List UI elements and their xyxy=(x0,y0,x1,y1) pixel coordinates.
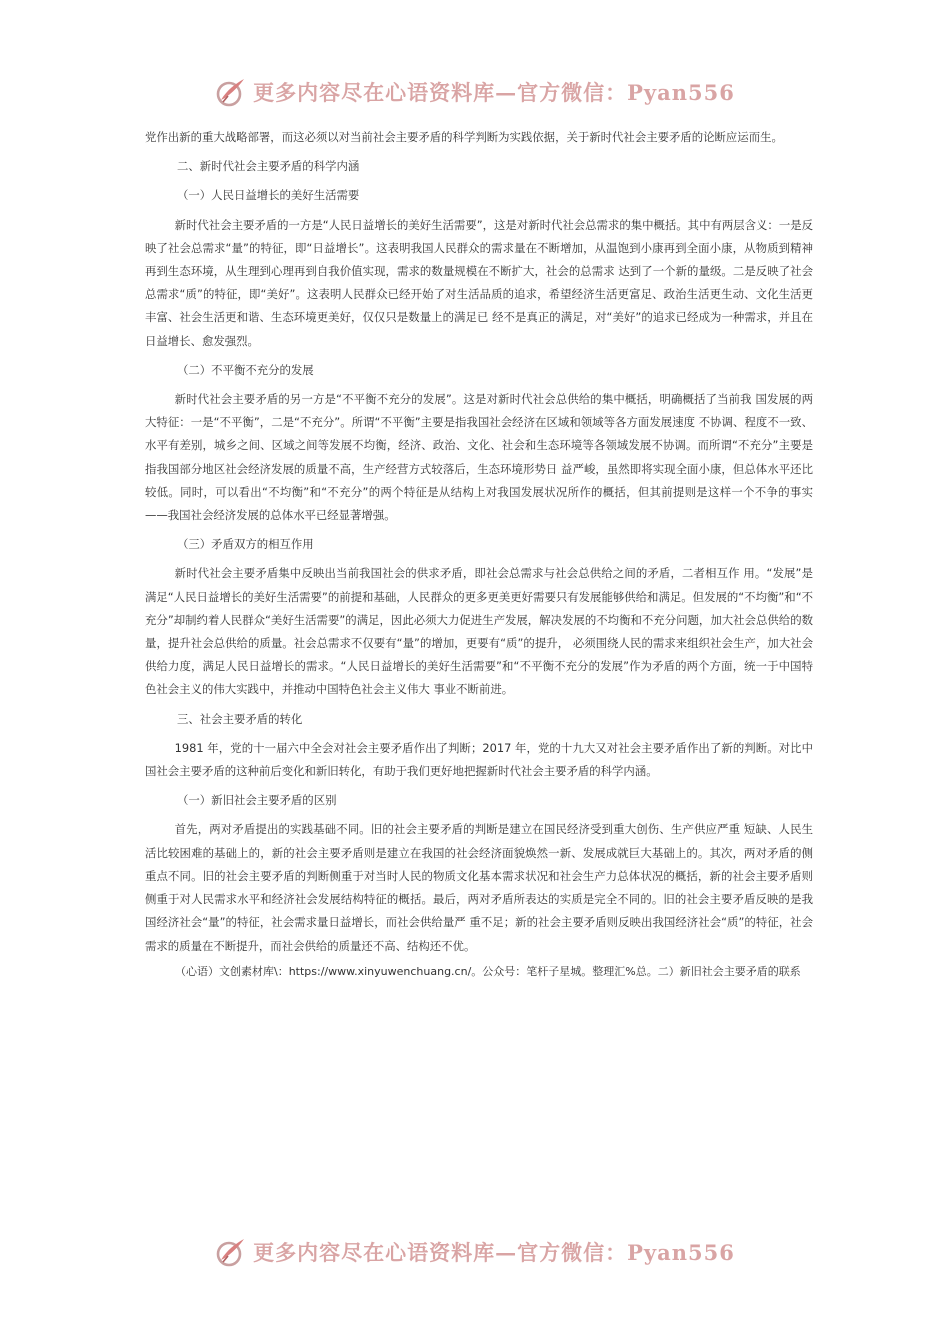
subheading-2-1: （一）人民日益增长的美好生活需要 xyxy=(177,188,360,203)
footer-banner-text: 更多内容尽在心语资料库—官方微信：Pyan556 xyxy=(253,1240,735,1265)
paragraph-2-1: 新时代社会主要矛盾的一方是“人民日益增长的美好生活需要”，这是对新时代社会总需求的集中概括。其中有两层含义：一是反映了社会总需求“量”的特征，即“日益增长”。这表明我国人民群众的需求量在不断增加，从温饱到小康再到全面小康，从物质到精神再到生态环境，从生理到心理再到自我价值实现，需求的数量规模在不断扩大，社会的总需求 达到了一个新的量级。二是反映了社会总需求“质”的特征，即“美好”。这表明人民群众已经开始了对生活品质的追求，希望经济生活更富足、政治生活更生动、文化生活更丰富、社会生活更和谐、生态环境更美好，仅仅只是数量上的满足已 经不是真正的满足，对“美好”的追求已经成为一种需求，并且在日益增长、愈发强烈。 xyxy=(145,217,813,348)
document-body xyxy=(145,126,813,979)
paragraph-3: 1981 年，党的十一届六中全会对社会主要矛盾作出了判断；2017 年，党的十九大又对社会主要矛盾作出了新的判断。对比中国社会主要矛盾的这种前后变化和新旧转化，有助于我们更好地把握新时代社会主要矛盾的科学内涵。 xyxy=(145,740,813,779)
subheading-3-1: （一）新旧社会主要矛盾的区别 xyxy=(177,793,337,808)
paragraph-3-1: 首先，两对矛盾提出的实践基础不同。旧的社会主要矛盾的判断是建立在国民经济受到重大创伤、生产供应严重 短缺、人民生活比较困难的基础上的，新的社会主要矛盾则是建立在我国的社会经济面貌焕然一新、发展成就巨大基础上的。其次，两对矛盾的侧重点不同。旧的社会主要矛盾的判断侧重于对当时人民的物质文化基本需求状况和社会生产力总体状况的概括，新的社会主要矛盾则侧重于对人民需求水平和经济社会发展结构特征的概括。最后，两对矛盾所表达的实质是完全不同的。旧的社会主要矛盾反映的是我国经济社会“量”的特征，社会需求量日益增长，而社会供给量严 重不足；新的社会主要矛盾则反映出我国经济社会“质”的特征，社会需求的质量在不断提升，而社会供给的质量还不高、结构还不优。 xyxy=(145,822,813,953)
header-banner-text: 更多内容尽在心语资料库—官方微信：Pyan556 xyxy=(253,80,735,105)
header-banner xyxy=(0,72,950,112)
quill-logo-icon xyxy=(215,76,247,108)
subheading-2-2: （二）不平衡不充分的发展 xyxy=(177,362,314,377)
paragraph-2-2: 新时代社会主要矛盾的另一方是“不平衡不充分的发展”。这是对新时代社会总供给的集中概括，明确概括了当前我 国发展的两大特征：一是“不平衡”，二是“不充分”。所谓“不平衡”主要是指我国社会经济在区域和领域等各方面发展速度 不协调、程度不一致、水平有差别，城乡之间、区域之间等发展不均衡，经济、政治、文化、社会和生态环境等各领域发展不协调。而所谓“不充分”主要是指我国部分地区社会经济发展的质量不高，生产经营方式较落后，生态环境形势日 益严峻，虽然即将实现全面小康，但总体水平还比较低。同时，可以看出“不均衡”和“不充分”的两个特征是从结构上对我国发展状况所作的概括，但其前提则是这样一个不争的事实——我国社会经济发展的总体水平已经显著增强。 xyxy=(145,392,813,523)
quill-logo-icon xyxy=(215,1236,247,1268)
subheading-2-3: （三）矛盾双方的相互作用 xyxy=(177,537,314,552)
paragraph-2-3: 新时代社会主要矛盾集中反映出当前我国社会的供求矛盾，即社会总需求与社会总供给之间的矛盾，二者相互作 用。“发展”是满足“人民日益增长的美好生活需要”的前提和基础，人民群众的更多更美更好需要只有发展能够供给和满足。但发展的“不均衡”和“不充分”却制约着人民群众“美好生活需要”的满足，因此必须大力促进生产发展，解决发展的不均衡和不充分问题，加大社会总供给的数量，提升社会总供给的质量。社会总需求不仅要有“量”的增加，更要有“质”的提升， 必须围绕人民的需求来组织社会生产，加大社会供给力度，满足人民日益增长的需求。“人民日益增长的美好生活需要”和“不平衡不充分的发展”作为矛盾的两个方面，统一于中国特色社会主义的伟大实践中，并推动中国特色社会主义伟大 事业不断前进。 xyxy=(145,566,813,697)
section-heading-3: 三、社会主要矛盾的转化 xyxy=(177,711,303,726)
paragraph-intro: 党作出新的重大战略部署，而这必须以对当前社会主要矛盾的科学判断为实践依据，关于新时代社会主要矛盾的论断应运而生。 xyxy=(145,130,783,144)
footer-banner xyxy=(0,1232,950,1272)
section-heading-2: 二、新时代社会主要矛盾的科学内涵 xyxy=(177,159,360,174)
source-note: （心语）文创素材库\：https://www.xinyuwenchuang.cn/。公众号：笔杆子星城。整理汇%总。二）新旧社会主要矛盾的联系 xyxy=(175,964,801,978)
